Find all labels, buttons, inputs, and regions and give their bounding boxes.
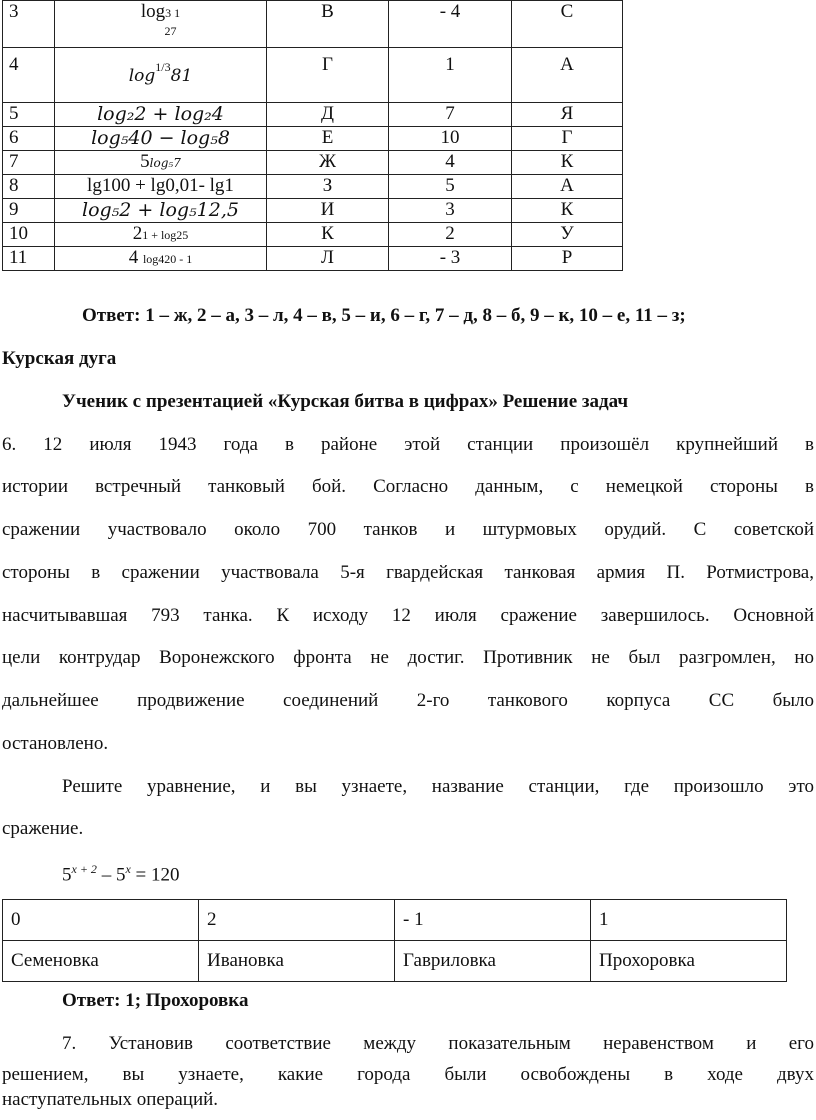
row-number: 6 [3,127,55,151]
table-row [3,127,623,151]
text-line: 6. 12 июля 1943 года в районе этой станции произошёл крупнейший в [2,434,814,455]
station-name: Прохоровка [591,941,787,982]
expression-cell: log3 1 27 [55,1,267,48]
text-line: дальнейшее продвижение соединений 2-го танкового корпуса СС было [2,690,814,711]
expression-cell: log₅2 + log₅12,5 [55,199,267,223]
table-row [3,151,623,175]
table-row [3,48,623,103]
text-line: цели контрудар Воронежского фронта не достиг. Противник не был разгромлен, но [2,647,814,668]
text-line: остановлено. [2,733,109,754]
text-line: сражении участвовало около 700 танков и штурмовых орудий. С советской [2,519,814,540]
row-number: 4 [3,48,55,103]
value-cell: 5 [389,175,512,199]
table-row [3,223,623,247]
expression-cell: 5log₅7 [55,151,267,175]
section-title: Курская дуга [2,348,117,369]
value-cell: 1 [389,48,512,103]
subtitle: Ученик с презентацией «Курская битва в цифрах» Решение задач [62,391,629,412]
text-line: наступательных операций. [2,1089,219,1110]
value-cell: 2 [389,223,512,247]
letter-cell: Ж [267,151,389,175]
table-row [3,103,623,127]
equation: $5^{x + 2} - 5^x = 120$ [62,862,180,886]
answer-letter-cell: С [512,1,623,48]
row-number: 8 [3,175,55,199]
station-name: Гавриловка [395,941,591,982]
table-row [3,175,623,199]
value-cell: 3 [389,199,512,223]
root-value: 2 [199,900,395,941]
answer-letter-cell: Р [512,247,623,271]
root-value: - 1 [395,900,591,941]
value-cell: 10 [389,127,512,151]
text-line: насчитывавшая 793 танка. К исходу 12 июля сражение завершилось. Основной [2,605,814,626]
text-line: истории встречный танковый бой. Согласно данным, с немецкой стороны в [2,476,814,497]
answer-letter-cell: А [512,175,623,199]
value-cell: - 3 [389,247,512,271]
letter-cell: И [267,199,389,223]
matching-table [2,0,623,271]
letter-cell: Л [267,247,389,271]
answer-letter-cell: У [512,223,623,247]
value-cell: 7 [389,103,512,127]
letter-cell: В [267,1,389,48]
letter-cell: Д [267,103,389,127]
row-number: 5 [3,103,55,127]
root-value: 1 [591,900,787,941]
letter-cell: З [267,175,389,199]
row-number: 9 [3,199,55,223]
value-cell: 4 [389,151,512,175]
row-number: 7 [3,151,55,175]
table-row [3,900,787,941]
station-name: Семеновка [3,941,199,982]
expression-cell: log₅40 − log₅8 [55,127,267,151]
answer-letter-cell: К [512,151,623,175]
root-value: 0 [3,900,199,941]
answer-letter-cell: К [512,199,623,223]
expression-cell: log₂2 + log₂4 [55,103,267,127]
station-name: Ивановка [199,941,395,982]
table-row [3,941,787,982]
prompt-line: Решите уравнение, и вы узнаете, название станции, где произошло это [62,776,814,797]
row-number: 3 [3,1,55,48]
answer-line-1: Ответ: 1 – ж, 2 – а, 3 – л, 4 – в, 5 – и, 6 – г, 7 – д, 8 – б, 9 – к, 10 – е, 11 – з; [82,305,686,326]
expression-cell: 21 + log25 [55,223,267,247]
letter-cell: К [267,223,389,247]
expression-cell: $\log^{1/3}81$ [55,48,267,103]
value-cell: - 4 [389,1,512,48]
answer-letter-cell: А [512,48,623,103]
text-line: 7. Установив соответствие между показательным неравенством и его [62,1033,814,1054]
table-row [3,199,623,223]
table-row [3,1,623,48]
expression-cell: 4 log420 - 1 [55,247,267,271]
answer-letter-cell: Я [512,103,623,127]
answer-letter-cell: Г [512,127,623,151]
stations-table [2,899,787,982]
table-row [3,247,623,271]
prompt-line: сражение. [2,818,84,839]
letter-cell: Г [267,48,389,103]
letter-cell: Е [267,127,389,151]
text-line: решением, вы узнаете, какие города были освобождены в ходе двух [2,1064,814,1085]
text-line: стороны в сражении участвовала 5-я гвардейская танковая армия П. Ротмистрова, [2,562,814,583]
expression-cell: lg100 + lg0,01- lg1 [55,175,267,199]
row-number: 11 [3,247,55,271]
row-number: 10 [3,223,55,247]
answer-line-2: Ответ: 1; Прохоровка [62,990,249,1011]
